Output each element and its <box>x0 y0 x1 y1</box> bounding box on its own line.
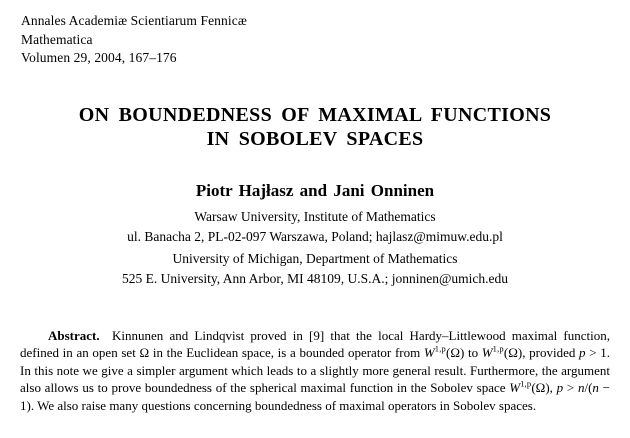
abstract-text: Abstract. Kinnunen and Lindqvist proved in [9] that the local Hardy–Littlewood maximal function, defined in an open set Ω in the Euclidean space, is a bounded operator from W$^{1,p}$(Ω) to W$^{1,p}$(Ω), provided p > 1. In this note we give a simpler argument which leads to a slightly more general result. Furthermore, the argument also allows us to prove boundedness of the spherical maximal function in the Sobolev space W$^{1,p}$(Ω), p > n/(n − 1). We also raise many questions concerning boundedness of maximal operators in Sobolev spaces. <box>20 328 610 413</box>
title-line-1: ON BOUNDEDNESS OF MAXIMAL FUNCTIONS <box>78 104 552 126</box>
authors-line: Piotr Hajłasz and Jani Onninen <box>195 181 435 200</box>
affiliation-address-email: ul. Banacha 2, PL-02-097 Warszawa, Poland; hajlasz@mimuw.edu.pl <box>127 228 503 244</box>
affiliation-institution: University of Michigan, Department of Mathematics <box>172 251 458 266</box>
journal-header <box>21 12 247 68</box>
title-line-2: IN SOBOLEV SPACES <box>206 128 424 150</box>
affiliation-warsaw <box>0 207 630 246</box>
affiliation-address-email: 525 E. University, Ann Arbor, MI 48109, U.S.A.; jonninen@umich.edu <box>122 270 508 286</box>
journal-series: Mathematica <box>21 31 93 47</box>
affiliation-michigan <box>0 249 630 288</box>
affiliation-institution: Warsaw University, Institute of Mathematics <box>194 209 436 224</box>
paper-title <box>0 103 630 151</box>
journal-volume-pages: Volumen 29, 2004, 167–176 <box>21 50 177 65</box>
journal-name: Annales Academiæ Scientiarum Fennicæ <box>21 13 247 28</box>
